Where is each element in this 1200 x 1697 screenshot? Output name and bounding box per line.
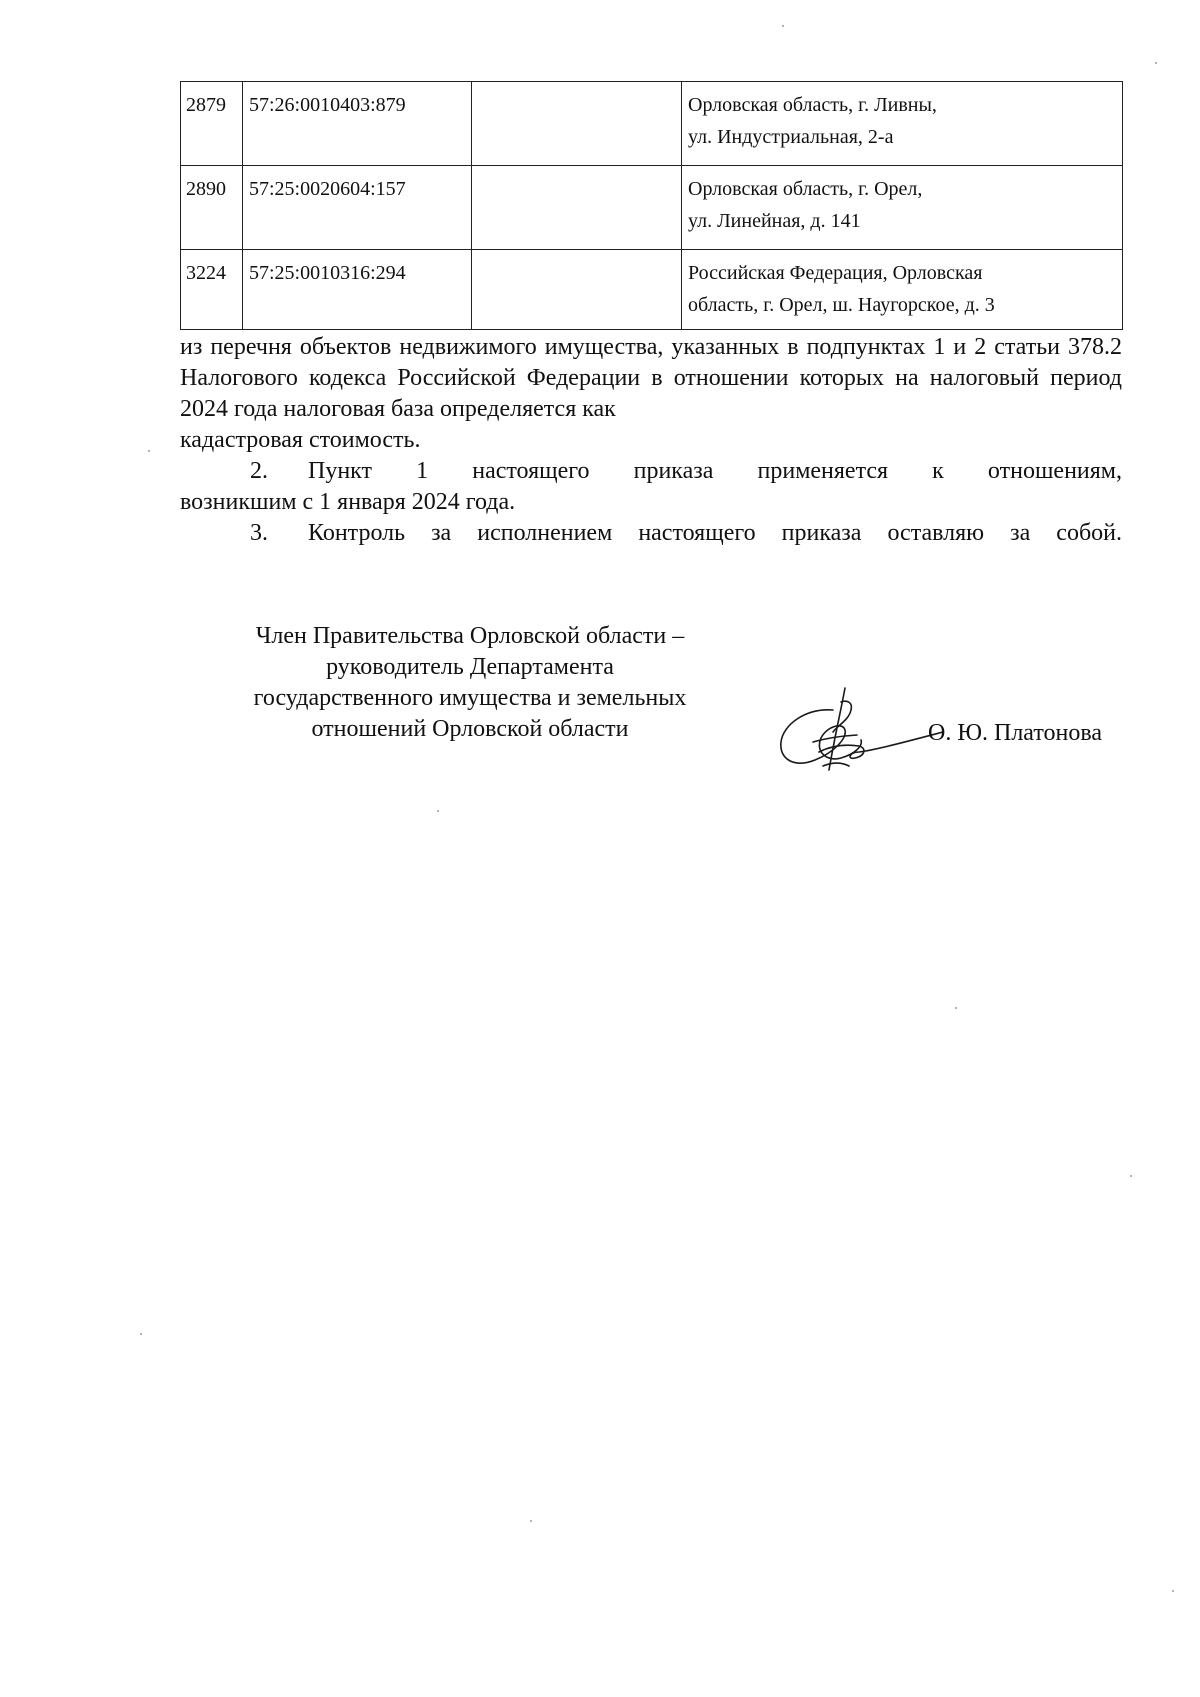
scan-speck xyxy=(530,1520,532,1522)
paragraph-3 xyxy=(180,518,1122,549)
position-line: Член Правительства Орловской области – xyxy=(255,623,685,649)
empty-cell xyxy=(472,166,682,250)
cadastral-number-cell: 57:26:0010403:879 xyxy=(243,82,472,166)
objects-table xyxy=(180,81,1123,330)
address-line: Орловская область, г. Орел, xyxy=(688,178,923,200)
paragraph-2-end: возникшим с 1 января 2024 года. xyxy=(180,489,516,515)
scan-speck xyxy=(437,810,439,812)
signatory-position xyxy=(200,621,740,745)
cadastral-number-cell: 57:25:0020604:157 xyxy=(243,166,472,250)
address-line: ул. Линейная, д. 141 xyxy=(688,210,861,232)
address-cell xyxy=(682,250,1123,330)
paragraph-text: Контроль за исполнением настоящего приказа оставляю за собой. xyxy=(308,520,1122,546)
continuation-paragraph xyxy=(180,332,1122,425)
paragraph-2 xyxy=(180,456,1122,487)
table-row xyxy=(181,166,1123,250)
handwritten-signature xyxy=(775,680,945,785)
order-body-text xyxy=(180,332,1122,549)
position-line: руководитель Департамента xyxy=(326,654,614,680)
table-row xyxy=(181,250,1123,330)
address-cell xyxy=(682,82,1123,166)
row-number-cell: 2879 xyxy=(181,82,243,166)
scan-speck xyxy=(1172,1590,1174,1592)
address-line: Орловская область, г. Ливны, xyxy=(688,94,937,116)
address-line: область, г. Орел, ш. Наугорское, д. 3 xyxy=(688,294,995,316)
signer-name: О. Ю. Платонова xyxy=(928,720,1103,746)
position-line: отношений Орловской области xyxy=(311,716,629,742)
scan-speck xyxy=(148,450,150,452)
continuation-paragraph-end: кадастровая стоимость. xyxy=(180,427,421,453)
scan-speck xyxy=(1155,62,1157,64)
paragraph-number: 2. xyxy=(250,458,268,484)
row-number-cell: 3224 xyxy=(181,250,243,330)
continuation-text: из перечня объектов недвижимого имущества, указанных в подпунктах 1 и 2 статьи 378.2 Налогового кодекса Российской Федерации в отношении которых на налоговый период 2024 года налоговая база определяется как xyxy=(180,334,1122,422)
empty-cell xyxy=(472,82,682,166)
scan-speck xyxy=(140,1333,142,1335)
paragraph-number: 3. xyxy=(250,520,268,546)
address-cell xyxy=(682,166,1123,250)
cadastral-number-cell: 57:25:0010316:294 xyxy=(243,250,472,330)
position-line: государственного имущества и земельных xyxy=(253,685,687,711)
scan-speck xyxy=(1130,1175,1132,1177)
table-row xyxy=(181,82,1123,166)
paragraph-text: Пункт 1 настоящего приказа применяется к отношениям, xyxy=(308,458,1122,484)
scan-speck xyxy=(955,1007,957,1009)
address-line: ул. Индустриальная, 2-а xyxy=(688,126,894,148)
row-number-cell: 2890 xyxy=(181,166,243,250)
empty-cell xyxy=(472,250,682,330)
address-line: Российская Федерация, Орловская xyxy=(688,262,983,284)
scan-speck xyxy=(782,25,784,27)
